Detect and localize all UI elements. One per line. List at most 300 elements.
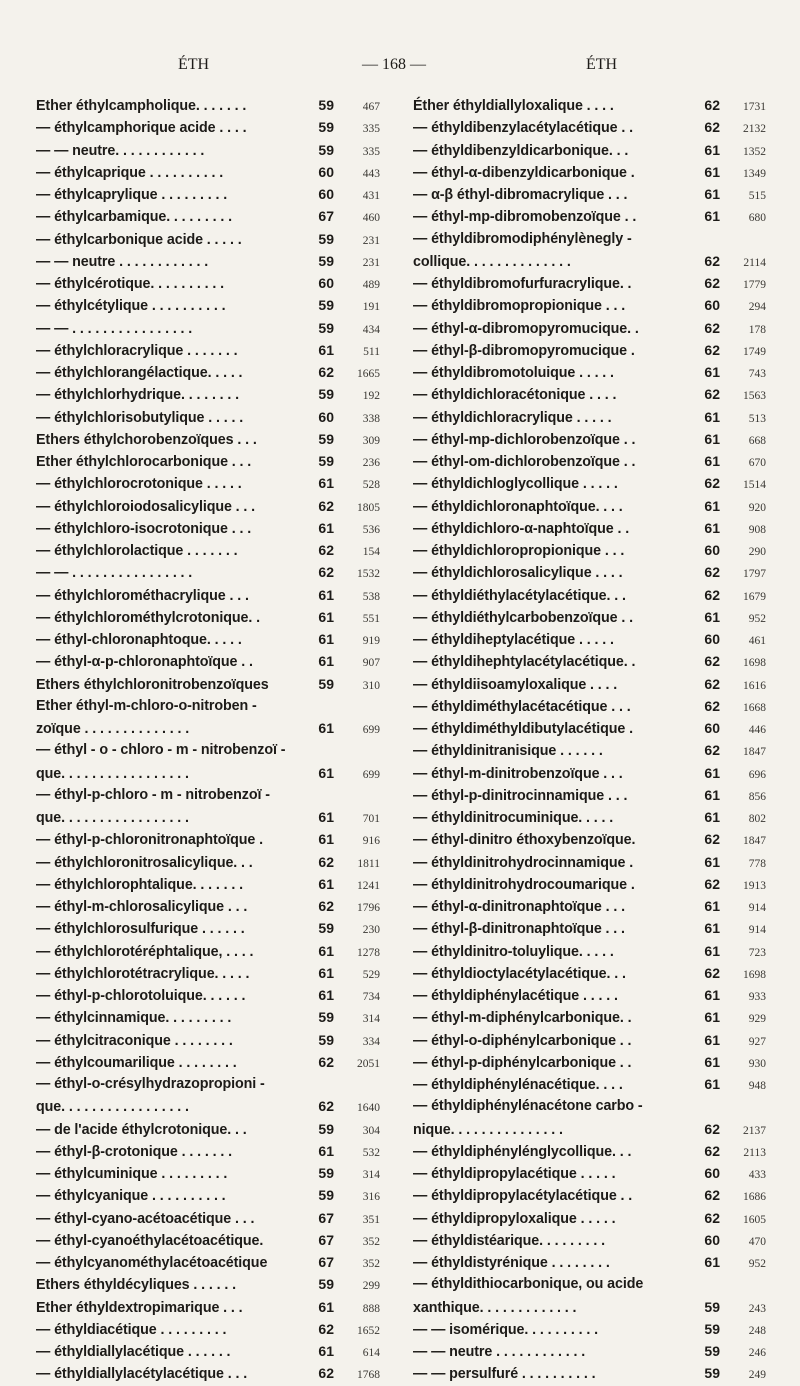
entry-name: — éthylchlorosulfurique . . . . . . — [36, 921, 245, 938]
entry-name: — éthyl-m-diphénylcarbonique. . — [413, 1010, 632, 1027]
entry-page: 467 — [362, 101, 380, 113]
entry-page: 314 — [362, 1169, 380, 1181]
index-entry — [413, 873, 766, 895]
entry-volume: 59 — [318, 453, 334, 469]
entry-volume: 62 — [704, 1120, 720, 1137]
entry-name: Ethers éthylchorobenzoïques . . . — [36, 431, 257, 448]
entry-volume: 62 — [704, 119, 720, 136]
index-entry — [413, 784, 766, 806]
page-number: — 168 — — [362, 56, 426, 73]
entry-name: — éthyldiphénylénacétique. . . . — [413, 1077, 623, 1093]
entry-name: — éthyldibromotoluique . . . . . — [413, 365, 614, 381]
entry-volume: 61 — [704, 942, 720, 959]
index-entry — [413, 1118, 766, 1140]
entry-page: 1686 — [743, 1191, 766, 1204]
index-entry — [36, 94, 380, 116]
index-entry — [36, 1095, 380, 1117]
index-entry — [413, 1184, 766, 1206]
entry-page: 248 — [748, 1324, 766, 1337]
index-entry — [36, 873, 380, 895]
entry-page: 433 — [748, 1169, 766, 1181]
entry-volume: 59 — [318, 920, 334, 937]
index-entry — [413, 1251, 766, 1273]
entry-page: 743 — [748, 368, 766, 380]
index-entry — [36, 472, 380, 494]
entry-name: Ether éthyl-m-chloro-o-nitroben - — [36, 697, 257, 714]
entry-name: — éthyldibromofurfuracrylique. . — [413, 276, 632, 292]
index-entry — [36, 317, 380, 339]
index-column-right — [413, 94, 766, 1385]
entry-name: — éthyl-p-chlorotoluique. . . . . . — [36, 988, 246, 1004]
entry-name: — éthyl-o-crésylhydrazopropioni - — [36, 1076, 265, 1092]
index-entry — [413, 183, 766, 205]
entry-name: — éthyldiphénylénglycollique. . . — [413, 1143, 632, 1160]
entry-name: — éthyldinitranisique . . . . . . — [413, 743, 603, 760]
entry-page: 304 — [362, 1124, 380, 1137]
entry-name: — éthyl - o - chloro - m - nitrobenzoï - — [36, 742, 286, 759]
entry-volume: 59 — [318, 430, 334, 447]
index-entry — [36, 1073, 380, 1095]
entry-volume: 60 — [704, 720, 720, 736]
entry-volume: 59 — [704, 1320, 720, 1337]
entry-volume: 61 — [318, 720, 334, 736]
entry-page: 294 — [748, 301, 766, 314]
entry-name: — éthyldibromodiphénylènegly - — [413, 230, 632, 247]
index-entry — [36, 1140, 380, 1162]
entry-page: 352 — [362, 1258, 380, 1270]
entry-volume: 60 — [704, 1165, 720, 1181]
entry-name: — éthyldichloro-α-naphtoïque . . — [413, 520, 630, 537]
entry-page: 1278 — [357, 946, 380, 959]
entry-name: — éthyldinitro-toluylique. . . . . — [413, 943, 614, 960]
entry-name: — éthyl-p-dinitrocinnamique . . . — [413, 787, 628, 804]
entry-page: 528 — [362, 479, 380, 492]
entry-name: — éthylchloronitrosalicylique. . . — [36, 854, 253, 871]
entry-volume: 61 — [704, 1254, 720, 1270]
entry-page: 2114 — [743, 256, 766, 269]
entry-page: 515 — [748, 190, 766, 202]
entry-page: 914 — [748, 902, 766, 914]
index-entry — [413, 205, 766, 227]
index-entry — [36, 739, 380, 761]
entry-page: 154 — [362, 546, 380, 558]
entry-volume: 61 — [318, 831, 334, 848]
entry-page: 236 — [362, 457, 380, 469]
index-entry — [413, 1073, 766, 1095]
entry-page: 536 — [362, 523, 380, 536]
index-entry — [413, 561, 766, 583]
index-entry — [36, 1006, 380, 1028]
index-entry — [36, 628, 380, 650]
entry-page: 916 — [362, 835, 380, 848]
entry-page: 699 — [362, 724, 380, 736]
entry-name: — éthylcamphorique acide . . . . — [36, 120, 247, 137]
entry-name: — éthyldibenzyldicarbonique. . . — [413, 142, 629, 159]
entry-name: — — neutre . . . . . . . . . . . . — [36, 253, 209, 270]
entry-name: — éthylcérotique. . . . . . . . . . — [36, 276, 224, 292]
index-entry — [36, 1251, 380, 1273]
index-entry — [413, 250, 766, 272]
index-entry — [36, 717, 380, 739]
entry-name: — éthylchlorotétracrylique. . . . . — [36, 965, 250, 982]
entry-page: 352 — [362, 1235, 380, 1248]
entry-page: 1805 — [357, 501, 380, 514]
entry-name: — éthyl-α-dibenzyldicarbonique . — [413, 164, 635, 181]
entry-page: 335 — [362, 123, 380, 136]
entry-name: — éthylcinnamique. . . . . . . . . — [36, 1010, 232, 1027]
entry-name: — éthylchlorométhylcrotonique. . — [36, 609, 260, 626]
index-entry — [413, 695, 766, 717]
entry-volume: 59 — [318, 230, 334, 247]
entry-volume: 61 — [704, 430, 720, 447]
entry-volume: 67 — [318, 1231, 334, 1248]
entry-page: 1679 — [743, 590, 766, 603]
entry-page: 952 — [748, 612, 766, 625]
index-entry — [413, 606, 766, 628]
entry-volume: 61 — [704, 408, 720, 425]
entry-volume: 59 — [318, 319, 334, 336]
entry-page: 529 — [362, 968, 380, 981]
entry-volume: 62 — [318, 364, 334, 380]
index-entry — [36, 161, 380, 183]
entry-volume: 61 — [318, 653, 334, 670]
entry-name: — éthyl-α-dinitronaphtoïque . . . — [413, 899, 625, 915]
index-entry — [36, 1296, 380, 1318]
index-entry — [36, 695, 380, 717]
entry-page: 888 — [362, 1302, 380, 1315]
entry-name: — éthyl-m-chlorosalicylique . . . — [36, 899, 248, 915]
entry-name: — éthyl-cyanoéthylacétoacétique. — [36, 1232, 264, 1249]
entry-name: — éthyldiacétique . . . . . . . . . — [36, 1321, 227, 1338]
entry-volume: 62 — [704, 97, 720, 113]
index-entry — [36, 116, 380, 138]
entry-page: 2051 — [357, 1057, 380, 1070]
index-entry — [413, 1051, 766, 1073]
entry-page: 538 — [362, 590, 380, 603]
entry-page: 723 — [748, 946, 766, 959]
entry-page: 907 — [362, 657, 380, 670]
header-left-word: ÉTH — [178, 56, 210, 73]
entry-name: — éthyldithiocarbonique, ou acide — [413, 1276, 644, 1293]
entry-name: — éthyldichloracétonique . . . . — [413, 387, 617, 404]
entry-name: — éthylchloracrylique . . . . . . . — [36, 342, 238, 359]
index-entry — [36, 784, 380, 806]
entry-volume: 61 — [318, 764, 334, 781]
index-entry — [36, 1207, 380, 1229]
entry-page: 1668 — [743, 701, 766, 714]
index-entry — [413, 161, 766, 183]
entry-page: 1731 — [743, 101, 766, 113]
entry-name: — éthyldiéthylcarbobenzoïque . . — [413, 609, 634, 626]
entry-volume: 59 — [318, 97, 334, 113]
entry-page: 309 — [362, 434, 380, 447]
entry-name: — éthyldiméthyldibutylacétique . — [413, 721, 634, 737]
entry-volume: 59 — [318, 1120, 334, 1137]
index-entry — [36, 428, 380, 450]
index-entry — [413, 628, 766, 650]
entry-page: 930 — [748, 1057, 766, 1070]
index-entry — [413, 116, 766, 138]
index-entry — [413, 1362, 766, 1384]
index-entry — [36, 673, 380, 695]
index-entry — [413, 1095, 766, 1117]
entry-volume: 59 — [704, 1298, 720, 1315]
index-entry — [413, 1340, 766, 1362]
entry-page: 310 — [362, 679, 380, 692]
entry-page: 231 — [362, 256, 380, 269]
entry-page: 1797 — [743, 568, 766, 581]
entry-name: — éthyldioctylacétylacétique. . . — [413, 965, 626, 982]
entry-volume: 61 — [704, 497, 720, 514]
entry-name: — éthyl-α-p-chloronaphtoïque . . — [36, 654, 253, 671]
index-entry — [36, 361, 380, 383]
entry-page: 443 — [362, 167, 380, 180]
entry-name: — éthyl-om-dichlorobenzoïque . . — [413, 454, 636, 470]
entry-name: — éthylcoumarilique . . . . . . . . — [36, 1054, 237, 1071]
entry-page: 290 — [748, 546, 766, 558]
entry-page: 513 — [748, 412, 766, 425]
entry-name: — éthyl-cyano-acétoacétique . . . — [36, 1210, 255, 1227]
entry-page: 299 — [362, 1280, 380, 1293]
entry-page: 178 — [748, 323, 766, 336]
entry-volume: 62 — [704, 475, 720, 492]
entry-page: 1698 — [743, 968, 766, 981]
entry-page: 802 — [748, 813, 766, 825]
index-entry — [36, 1318, 380, 1340]
entry-volume: 59 — [318, 675, 334, 692]
entry-name: — éthylcaprique . . . . . . . . . . — [36, 164, 224, 181]
entry-page: 246 — [748, 1347, 766, 1359]
entry-page: 1352 — [743, 145, 766, 158]
entry-volume: 61 — [318, 964, 334, 981]
entry-volume: 62 — [704, 742, 720, 759]
entry-name: — éthylchlorotéréphtalique, . . . . — [36, 943, 254, 960]
entry-volume: 62 — [704, 1187, 720, 1204]
index-entry — [36, 383, 380, 405]
entry-name: — éthylcuminique . . . . . . . . . — [36, 1166, 228, 1182]
entry-volume: 61 — [704, 1076, 720, 1092]
entry-page: 434 — [362, 323, 380, 336]
entry-name: Ethers éthylchloronitrobenzoïques — [36, 676, 269, 693]
entry-name: collique. . . . . . . . . . . . . . — [413, 253, 571, 270]
index-entry — [413, 650, 766, 672]
index-entry — [413, 495, 766, 517]
entry-page: 1665 — [357, 368, 380, 380]
index-entry — [36, 984, 380, 1006]
entry-volume: 62 — [704, 964, 720, 981]
entry-name: que. . . . . . . . . . . . . . . . . — [36, 1099, 189, 1116]
entry-name: — éthyldiallylacétylacétique . . . — [36, 1366, 248, 1383]
entry-volume: 60 — [704, 1231, 720, 1248]
index-entry — [36, 339, 380, 361]
entry-name: — éthylchlorisobutylique . . . . . — [36, 409, 244, 426]
entry-page: 952 — [748, 1258, 766, 1270]
index-entry — [36, 940, 380, 962]
entry-volume: 61 — [318, 809, 334, 825]
entry-name: zoïque . . . . . . . . . . . . . . — [36, 721, 190, 737]
entry-page: 191 — [362, 301, 380, 314]
entry-page: 1563 — [743, 390, 766, 403]
entry-volume: 61 — [704, 898, 720, 914]
entry-page: 1241 — [357, 879, 380, 892]
entry-volume: 61 — [704, 764, 720, 781]
entry-volume: 62 — [704, 697, 720, 714]
entry-page: 734 — [362, 991, 380, 1003]
entry-page: 338 — [362, 412, 380, 425]
index-entry — [413, 317, 766, 339]
index-entry — [413, 228, 766, 250]
entry-page: 243 — [748, 1302, 766, 1315]
entry-name: — — neutre. . . . . . . . . . . . — [36, 142, 205, 159]
entry-name: — éthyl-β-dinitronaphtoïque . . . — [413, 921, 625, 938]
index-entry — [413, 806, 766, 828]
index-entry — [413, 428, 766, 450]
index-entry — [36, 851, 380, 873]
entry-name: — éthyldiisoamyloxalique . . . . — [413, 676, 618, 693]
entry-name: — éthyldibenzylacétylacétique . . — [413, 120, 633, 137]
entry-volume: 59 — [318, 1187, 334, 1204]
entry-name: — éthyldichlorosalicylique . . . . — [413, 565, 623, 582]
entry-name: — — persulfuré . . . . . . . . . . — [413, 1366, 596, 1383]
entry-page: 1811 — [357, 857, 380, 870]
entry-page: 1698 — [743, 657, 766, 670]
entry-name: — éthyldistéarique. . . . . . . . . — [413, 1232, 605, 1249]
entry-volume: 62 — [318, 1098, 334, 1115]
entry-page: 1605 — [743, 1213, 766, 1226]
entry-name: — éthyl-α-dibromopyromucique. . — [413, 320, 639, 337]
entry-name: Éther éthyldiallyloxalique . . . . — [413, 98, 614, 114]
entry-volume: 61 — [704, 809, 720, 825]
entry-page: 1652 — [357, 1324, 380, 1337]
entry-volume: 61 — [704, 608, 720, 625]
entry-volume: 59 — [318, 386, 334, 403]
entry-volume: 61 — [704, 519, 720, 536]
entry-page: 701 — [362, 813, 380, 825]
entry-page: 351 — [362, 1213, 380, 1226]
entry-page: 778 — [748, 857, 766, 870]
entry-name: — éthyldichloglycollique . . . . . — [413, 476, 618, 493]
entry-volume: 61 — [704, 1009, 720, 1026]
entry-volume: 62 — [318, 497, 334, 514]
entry-volume: 60 — [704, 631, 720, 647]
index-entry — [413, 539, 766, 561]
index-entry — [413, 472, 766, 494]
index-entry — [413, 406, 766, 428]
index-entry — [36, 1273, 380, 1295]
entry-name: — éthylcyanique . . . . . . . . . . — [36, 1188, 226, 1205]
entry-volume: 59 — [318, 297, 334, 314]
entry-name: — éthyldiméthylacétacétique . . . — [413, 698, 631, 715]
entry-volume: 61 — [704, 1053, 720, 1070]
index-entry — [36, 183, 380, 205]
entry-page: 933 — [748, 991, 766, 1003]
entry-name: — — . . . . . . . . . . . . . . . . — [36, 320, 193, 337]
entry-page: 446 — [748, 724, 766, 736]
entry-name: — éthyl-β-crotonique . . . . . . . — [36, 1143, 232, 1160]
index-entry — [36, 828, 380, 850]
entry-name: que. . . . . . . . . . . . . . . . . — [36, 810, 189, 826]
entry-name: Ether éthylcampholique. . . . . . . — [36, 98, 247, 114]
index-entry — [413, 739, 766, 761]
entry-volume: 62 — [704, 675, 720, 692]
entry-volume: 62 — [704, 275, 720, 291]
running-header — [0, 56, 800, 80]
index-entry — [413, 361, 766, 383]
entry-name: — éthyldiallylacétique . . . . . . — [36, 1344, 231, 1360]
entry-volume: 61 — [704, 853, 720, 870]
entry-name: — éthylchloroiodosalicylique . . . — [36, 498, 256, 515]
entry-volume: 62 — [318, 853, 334, 870]
entry-volume: 59 — [318, 1276, 334, 1293]
entry-page: 314 — [362, 1013, 380, 1026]
entry-page: 1768 — [357, 1369, 380, 1382]
entry-volume: 61 — [318, 1298, 334, 1315]
entry-volume: 62 — [704, 386, 720, 403]
entry-name: — éthyldiphénylacétique . . . . . — [413, 988, 618, 1004]
index-entry — [413, 895, 766, 917]
entry-page: 551 — [362, 612, 380, 625]
entry-page: 461 — [748, 635, 766, 647]
entry-page: 927 — [748, 1035, 766, 1048]
index-entry — [413, 1006, 766, 1028]
entry-page: 668 — [748, 434, 766, 447]
entry-name: — éthylcyanométhylacétoacétique — [36, 1255, 268, 1271]
entry-page: 1514 — [743, 479, 766, 492]
index-entry — [36, 1184, 380, 1206]
index-entry — [36, 806, 380, 828]
entry-page: 2137 — [743, 1124, 766, 1137]
index-entry — [413, 584, 766, 606]
entry-page: 511 — [363, 345, 380, 358]
entry-page: 1779 — [743, 279, 766, 291]
entry-name: — éthylchlorophtalique. . . . . . . — [36, 876, 244, 893]
entry-volume: 60 — [318, 275, 334, 291]
entry-volume: 62 — [318, 542, 334, 558]
index-entry — [413, 1029, 766, 1051]
index-entry — [36, 1029, 380, 1051]
entry-volume: 62 — [318, 1320, 334, 1337]
index-entry — [36, 917, 380, 939]
index-entry — [36, 1118, 380, 1140]
entry-name: — éthyldihephtylacétylacétique. . — [413, 654, 636, 671]
entry-page: 249 — [748, 1369, 766, 1382]
entry-page: 856 — [748, 790, 766, 803]
entry-page: 334 — [362, 1035, 380, 1048]
index-entry — [36, 495, 380, 517]
entry-page: 230 — [362, 924, 380, 937]
index-entry — [413, 1229, 766, 1251]
entry-volume: 62 — [704, 341, 720, 358]
index-entry — [413, 1273, 766, 1295]
entry-volume: 60 — [704, 542, 720, 558]
entry-volume: 59 — [318, 1031, 334, 1048]
entry-name: Ether éthylchlorocarbonique . . . — [36, 454, 252, 470]
entry-page: 532 — [362, 1146, 380, 1159]
index-entry — [36, 1362, 380, 1384]
index-entry — [413, 339, 766, 361]
entry-name: — éthylcétylique . . . . . . . . . . — [36, 298, 226, 315]
index-entry — [36, 650, 380, 672]
index-entry — [413, 517, 766, 539]
entry-name: — — . . . . . . . . . . . . . . . . — [36, 565, 193, 582]
entry-volume: 60 — [318, 186, 334, 202]
index-entry — [36, 250, 380, 272]
entry-name: — α-β éthyl-dibromacrylique . . . — [413, 187, 628, 203]
index-entry — [36, 1340, 380, 1362]
entry-name: — — isomérique. . . . . . . . . . — [413, 1321, 598, 1338]
entry-volume: 61 — [318, 341, 334, 358]
entry-name: — éthyldinitrohydrocoumarique . — [413, 876, 635, 893]
